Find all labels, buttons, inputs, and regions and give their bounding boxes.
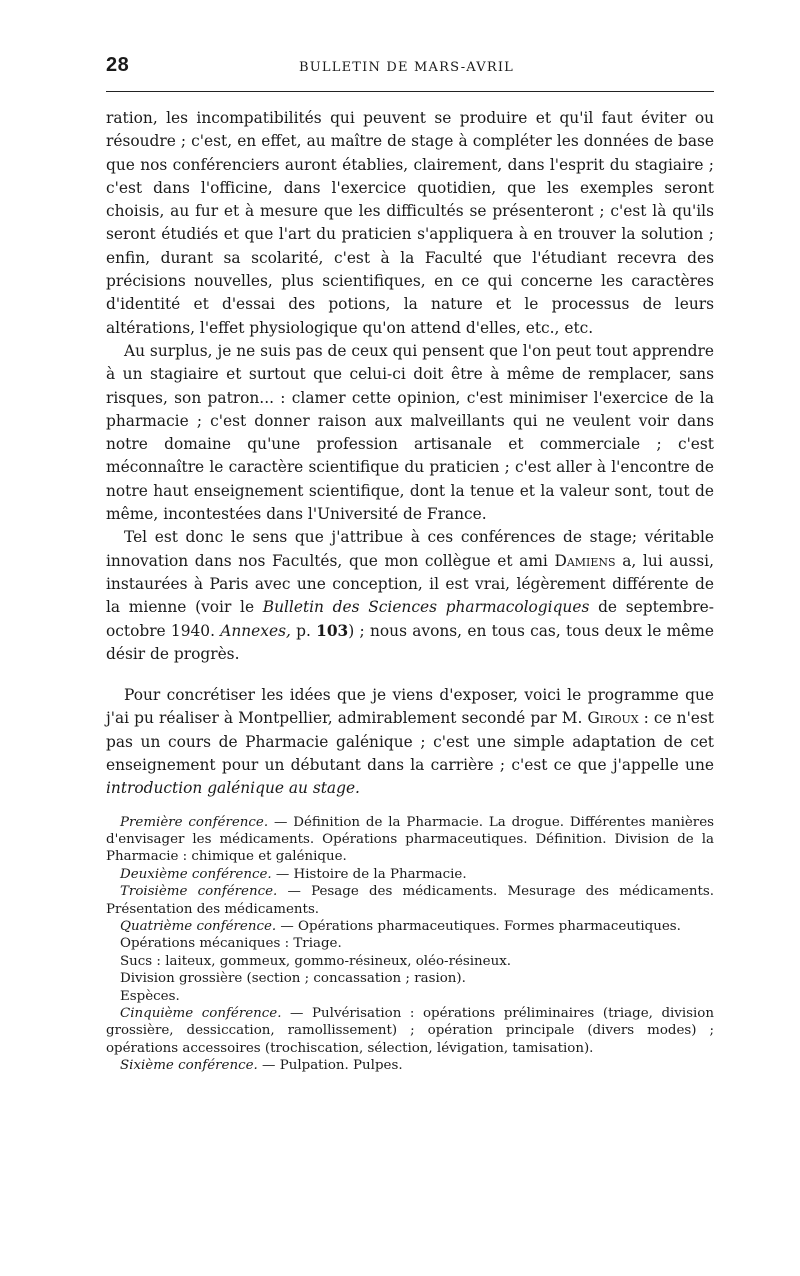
journal-title: Bulletin des Sciences pharmacologiques [262,598,590,617]
conference-4-label: Quatrième conférence. [120,919,277,935]
conference-5 [106,1005,714,1057]
paragraph-3 [106,526,714,666]
conference-4 [106,918,714,935]
conference-5-label: Cinquième conférence. [120,1006,282,1022]
paragraph-4 [106,684,714,800]
paragraph-3-text-a: Tel est donc le sens que j'attribue à ces conférences de stage; véritable innovation dans nos Facultés, que mon collègue et ami [106,528,714,570]
conference-6-label: Sixième conférence. [120,1058,258,1074]
conference-3-label: Troisième conférence. [120,884,278,900]
conference-2 [106,866,714,883]
paragraph-3-text-b: a, lui aussi, instaurées à Paris avec une conception, il est vrai, légèrement différente de la mienne (voir le [106,551,715,617]
conference-6-text: — Pulpation. Pulpes. [257,1058,403,1074]
page-number: 28 [106,54,130,76]
running-title: BULLETIN DE MARS-AVRIL [299,60,514,75]
paragraph-3-text-e: ) ; nous avons, en tous cas, tous deux le même désir de progrès. [106,621,714,663]
annexes-label: Annexes, [220,621,291,640]
paragraph-2: Au surplus, je ne suis pas de ceux qui pensent que l'on peut tout apprendre à un stagiaire et surtout que celui-ci doit être à même de remplacer, sans risques, son patron... : clamer cette opinion, c'est minimiser l'exercice de la pharmacie ; c'est donner raison aux malveillants qui ne veulent voir dans notre domaine qu'une profession artisanale et commerciale ; c'est méconnaître le caractère scientifique du praticien ; c'est aller à l'encontre de notre haut enseignement scientifique, dont la tenue et la valeur sont, tout de même, incontestées dans l'Université de France. [106,341,714,524]
header-rule [106,91,714,92]
conference-4-item-1: Opérations mécaniques : Triage. [120,936,342,952]
conference-4-item-3: Division grossière (section ; concassation ; rasion). [120,971,466,987]
conference-2-text: — Histoire de la Pharmacie. [271,866,467,882]
author-name-giroux: Giroux [587,709,639,728]
conference-3-text: — Pesage des médicaments. Mesurage des médicaments. Présentation des médicaments. [106,884,714,917]
paragraph-4-text-a: Pour concrétiser les idées que je viens d'exposer, voici le programme que j'ai pu réaliser à Montpellier, admirablement secondé par M. [106,686,714,728]
paragraph-4-text-b: : ce n'est pas un cours de Pharmacie galénique ; c'est une simple adaptation de cet enseignement pour un débutant dans la carrière ; c'est ce que j'appelle une [106,709,714,775]
paragraph-4-italic: introduction galénique au stage. [106,779,360,798]
program-list [106,814,714,1075]
conference-1 [106,814,714,866]
conference-3 [106,883,714,918]
main-text [106,107,714,801]
paragraph-3-text-d: p. [290,621,317,640]
paragraph-3-text-c: de septembre-octobre 1940. [106,598,714,640]
paragraph-1: ration, les incompatibilités qui peuvent se produire et qu'il faut éviter ou résoudre ; c'est, en effet, au maître de stage à compléter les données de base que nos conférenciers auront établies, clairement, dans l'esprit du stagiaire ; c'est dans l'officine, dans l'exercice quotidien, que les exemples seront choisis, au fur et à mesure que les difficultés se présenteront ; c'est là qu'ils seront étudiés et que l'art du praticien s'appliquera à en trouver la solution ; enfin, durant sa scolarité, c'est à la Faculté que l'étudiant recevra des précisions nouvelles, plus scientifiques, en ce qui concerne les caractères d'identité et d'essai des potions, la nature et le processus de leurs altérations, l'effet physiologique qu'on attend d'elles, etc., etc. [106,109,714,337]
conference-6 [106,1057,714,1074]
page-reference: 103 [316,621,349,640]
conference-5-text: — Pulvérisation : opérations préliminaires (triage, division grossière, dessiccation, ramollissement) ; opération principale (divers modes) ; opérations accessoires (trochiscation, sélection, lévigation, tamisation). [106,1006,714,1056]
conference-4-text: — Opérations pharmaceutiques. Formes pharmaceutiques. [276,919,681,935]
conference-2-label: Deuxième conférence. [120,866,272,882]
conference-4-item-4: Espèces. [120,988,180,1004]
page-header [106,54,714,77]
conference-1-label: Première conférence. [120,814,269,830]
author-name-damiens: Damiens [554,551,616,570]
conference-1-text: — Définition de la Pharmacie. La drogue. Différentes manières d'envisager les médicaments. Opérations pharmaceutiques. Définition. Division de la Pharmacie : chimique et galénique. [106,814,714,865]
conference-4-item-2: Sucs : laiteux, gommeux, gommo-résineux, oléo-résineux. [120,953,512,969]
page-body [106,107,714,1075]
